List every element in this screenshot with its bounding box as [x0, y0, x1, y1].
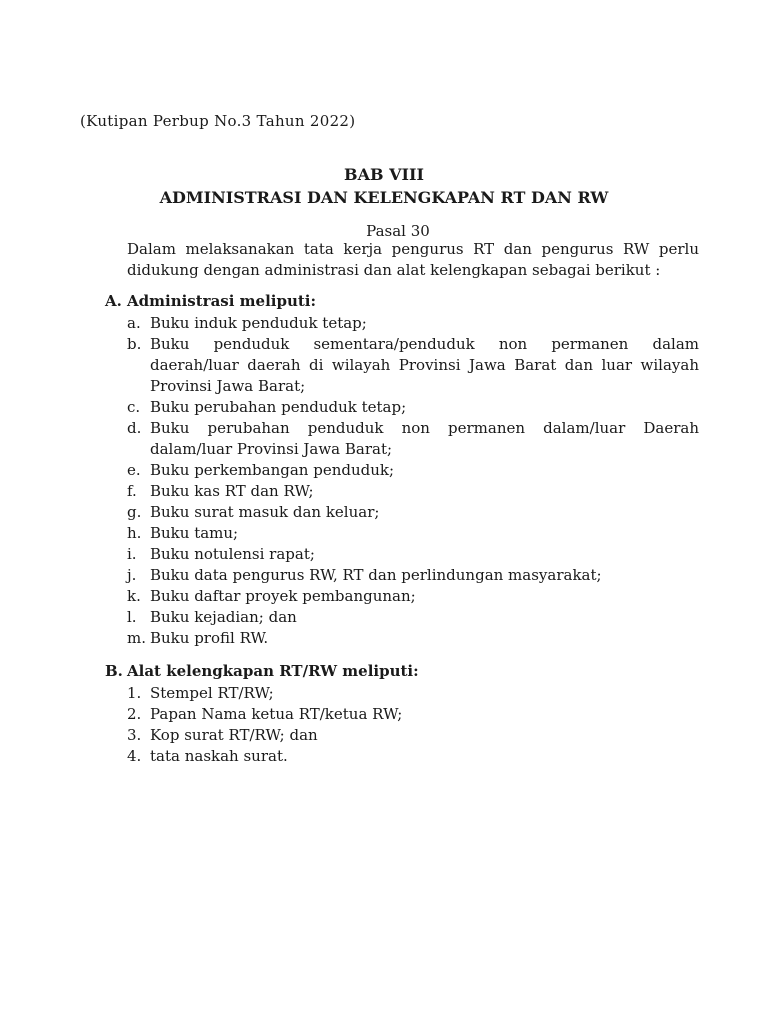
list-item: [127, 725, 699, 746]
item-marker: l.: [127, 608, 137, 626]
section-b-heading: [105, 661, 419, 682]
section-marker: A.: [105, 292, 122, 310]
item-text: Buku notulensi rapat;: [150, 545, 315, 563]
item-text: Buku tamu;: [150, 524, 239, 542]
item-marker: h.: [127, 524, 142, 542]
item-marker: 2.: [127, 705, 142, 723]
item-marker: j.: [127, 566, 137, 584]
intro-paragraph: [127, 239, 699, 281]
item-text: Buku perubahan penduduk non permanen dalam/luar Daerah: [150, 419, 699, 437]
item-marker: c.: [127, 398, 141, 416]
citation-note: (Kutipan Perbup No.3 Tahun 2022): [80, 112, 356, 130]
list-item: [127, 607, 699, 628]
list-item: [127, 502, 699, 523]
item-marker: g.: [127, 503, 142, 521]
list-item: [127, 683, 699, 704]
item-text: Buku penduduk sementara/penduduk non permanen dalam: [150, 335, 699, 353]
item-text: Buku kas RT dan RW;: [150, 482, 314, 500]
item-text: Buku daftar proyek pembangunan;: [150, 587, 416, 605]
section-heading-text: Alat kelengkapan RT/RW meliputi:: [127, 662, 419, 680]
item-text: tata naskah surat.: [150, 747, 288, 765]
list-item: [127, 746, 699, 767]
item-marker: e.: [127, 461, 141, 479]
chapter-title: ADMINISTRASI DAN KELENGKAPAN RT DAN RW: [159, 188, 609, 207]
item-text: Provinsi Jawa Barat;: [150, 377, 306, 395]
item-marker: a.: [127, 314, 141, 332]
item-marker: 4.: [127, 747, 142, 765]
item-text: daerah/luar daerah di wilayah Provinsi Jawa Barat dan luar wilayah: [150, 356, 699, 374]
section-a-heading: [105, 291, 316, 312]
item-text: dalam/luar Provinsi Jawa Barat;: [150, 440, 393, 458]
item-marker: d.: [127, 419, 142, 437]
section-heading-text: Administrasi meliputi:: [127, 292, 317, 310]
section-b-list: [127, 683, 699, 767]
intro-line: Dalam melaksanakan tata kerja pengurus RT dan pengurus RW perlu: [127, 240, 699, 258]
item-text: Buku perkembangan penduduk;: [150, 461, 395, 479]
item-text: Buku induk penduduk tetap;: [150, 314, 367, 332]
item-text: Buku data pengurus RW, RT dan perlindungan masyarakat;: [150, 566, 602, 584]
item-marker: b.: [127, 335, 142, 353]
item-marker: k.: [127, 587, 141, 605]
list-item: [127, 418, 699, 460]
section-a-list: [127, 313, 699, 649]
list-item: [127, 460, 699, 481]
list-item: [127, 565, 699, 586]
item-text: Buku surat masuk dan keluar;: [150, 503, 380, 521]
item-marker: 1.: [127, 684, 142, 702]
item-text: Kop surat RT/RW; dan: [150, 726, 318, 744]
item-text: Papan Nama ketua RT/ketua RW;: [150, 705, 403, 723]
section-marker: B.: [105, 662, 123, 680]
list-item: [127, 523, 699, 544]
item-marker: i.: [127, 545, 137, 563]
list-item: [127, 397, 699, 418]
item-text: Stempel RT/RW;: [150, 684, 274, 702]
list-item: [127, 544, 699, 565]
item-marker: f.: [127, 482, 137, 500]
list-item: [127, 313, 699, 334]
intro-line: didukung dengan administrasi dan alat kelengkapan sebagai berikut :: [127, 261, 661, 279]
list-item: [127, 481, 699, 502]
list-item: [127, 628, 699, 649]
list-item: [127, 586, 699, 607]
article-number: Pasal 30: [366, 222, 430, 240]
list-item: [127, 704, 699, 725]
item-text: Buku profil RW.: [150, 629, 269, 647]
item-text: Buku perubahan penduduk tetap;: [150, 398, 407, 416]
item-text: Buku kejadian; dan: [150, 608, 297, 626]
list-item: [127, 334, 699, 397]
chapter-number: BAB VIII: [344, 165, 424, 184]
item-marker: m.: [127, 629, 146, 647]
item-marker: 3.: [127, 726, 142, 744]
